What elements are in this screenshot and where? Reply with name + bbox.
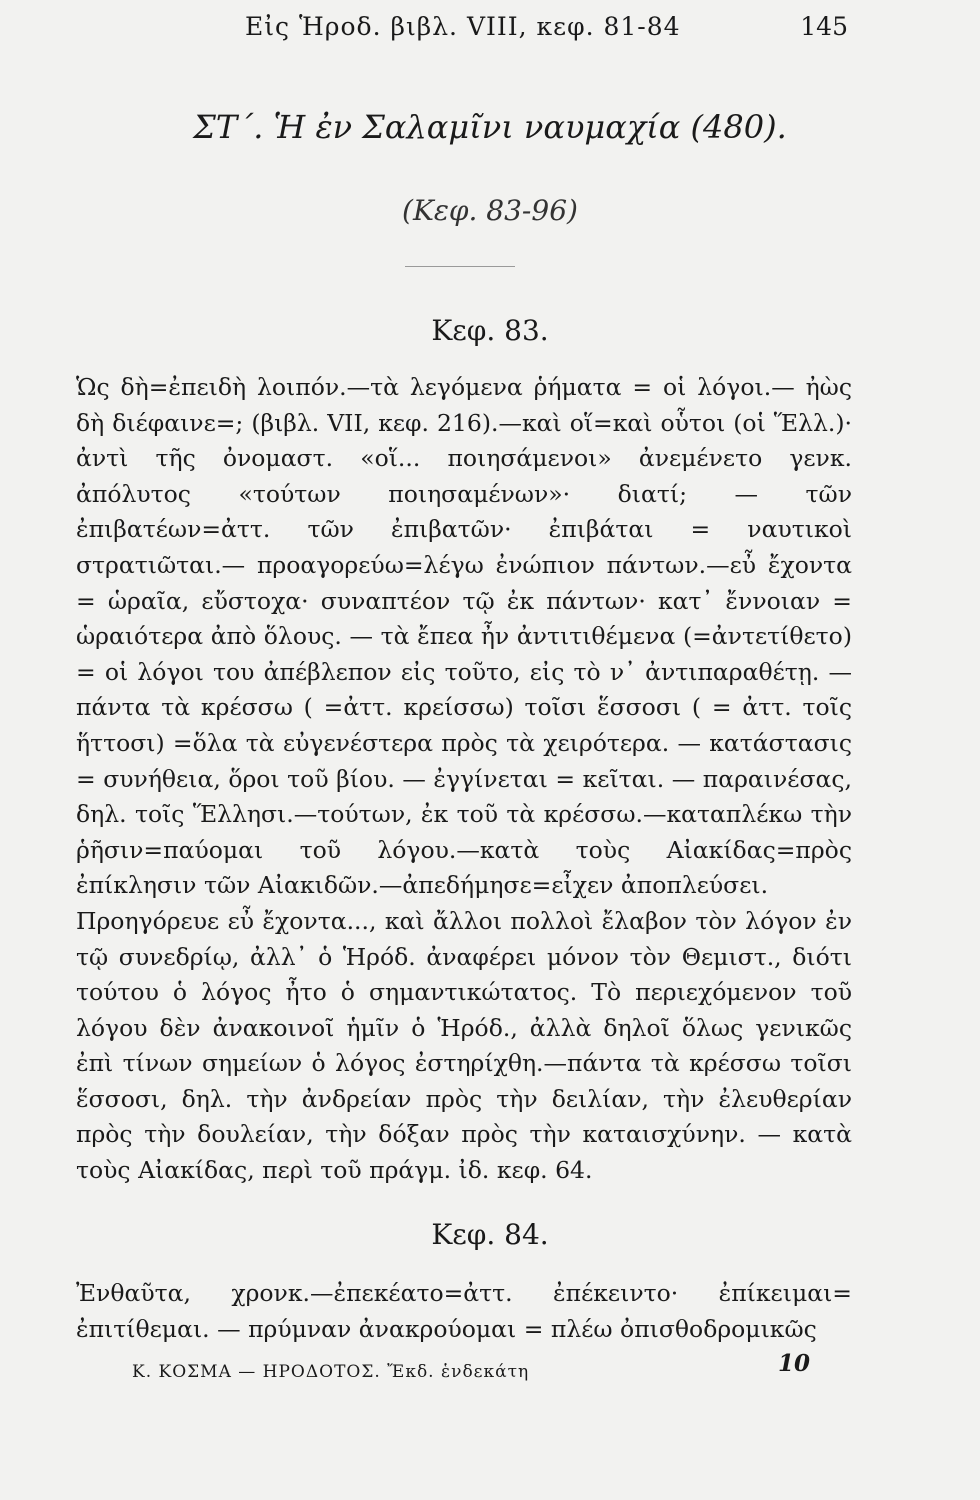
chapter-84-text: [76, 1276, 852, 1347]
chapter-83-text: [76, 370, 852, 1189]
section-title: ΣΤ΄. Ἡ ἐν Σαλαμῖνι ναυμαχία (480).: [193, 108, 787, 146]
chapter-84-heading: Κεφ. 84.: [431, 1218, 549, 1251]
chapter-84-paragraph-1: Ἐνθαῦτα, χρονκ.—ἐπεκέατο=ἀττ. ἐπέκειντο· ἐπίκειμαι= ἐπιτίθεμαι. — πρύμναν ἀνακρούομαι = πλέω ὀπισθοδρομικῶς: [76, 1279, 852, 1343]
chapter-83-heading: Κεφ. 83.: [431, 314, 549, 347]
chapters-range: (Κεφ. 83-96): [402, 194, 578, 227]
running-header: [0, 12, 980, 48]
chapter-83-paragraph-2: Προηγόρευε εὖ ἔχοντα..., καὶ ἄλλοι πολλοὶ ἔλαβον τὸν λόγον ἐν τῷ συνεδρίῳ, ἀλλ᾽ ὁ Ἡρόδ. ἀναφέρει μόνον τὸν Θεμιστ., διότι τούτου ὁ λόγος ἦτο ὁ σημαντικώτατος. Τὸ περιεχόμενον τοῦ λόγου δὲν ἀνακοινοῖ ἡμῖν ὁ Ἡρόδ., ἀλλὰ δηλοῖ ὅλως γενικῶς ἐπὶ τίνων σημείων ὁ λόγος ἐστηρίχθη.—πάντα τὰ κρέσσω τοῖσι ἕσσοσι, δηλ. τὴν ἀνδρείαν πρὸς τὴν δειλίαν, τὴν ἐλευθερίαν πρὸς τὴν δουλείαν, τὴν δόξαν πρὸς τὴν καταισχύνην. — κατὰ τοὺς Αἰακίδας, περὶ τοῦ πράγμ. ἰδ. κεφ. 64.: [76, 906, 852, 1185]
signature-mark: 10: [778, 1350, 811, 1377]
divider: [405, 266, 515, 267]
chapter-83-paragraph-1: Ὡς δὴ=ἐπειδὴ λοιπόν.—τὰ λεγόμενα ῥήματα = οἱ λόγοι.— ἠὼς δὴ διέφαινε=; (βιβλ. VII, κεφ. 216).—καὶ οἵ=καὶ οὗτοι (οἱ Ἕλλ.)· ἀντὶ τῆς ὀνομαστ. «οἵ... ποιησάμενοι» ἀνεμένετο γενκ. ἀπόλυτος «τούτων ποιησαμένων»· διατί; — τῶν ἐπιβατέων=ἀττ. τῶν ἐπιβατῶν· ἐπιβάται = ναυτικοὶ στρατιῶται.— προαγορεύω=λέγω ἐνώπιον πάντων.—εὖ ἔχοντα = ὡραῖα, εὔστοχα· συναπτέον τῷ ἐκ πάντων· κατ᾽ ἔννοιαν = ὡραιότερα ἀπὸ ὅλους. — τὰ ἔπεα ἦν ἀντιτιθέμενα (=ἀντετίθετο) = οἱ λόγοι του ἀπέβλεπον εἰς τοῦτο, εἰς τὸ ν᾽ ἀντιπαραθέτῃ. — πάντα τὰ κρέσσω ( =ἀττ. κρείσσω) τοῖσι ἕσσοσι ( = ἀττ. τοῖς ἥττοσι) =ὅλα τὰ εὐγενέστερα πρὸς τὰ χειρότερα. — κατάστασις = συνήθεια, ὅροι τοῦ βίου. — ἐγγίνεται = κεῖται. — παραινέσας, δηλ. τοῖς Ἕλλησι.—τούτων, ἐκ τοῦ τὰ κρέσσω.—καταπλέκω τὴν ῥῆσιν=παύομαι τοῦ λόγου.—κατὰ τοὺς Αἰακίδας=πρὸς ἐπίκλησιν τῶν Αἰακιδῶν.—ἀπεδήμησε=εἶχεν ἀποπλεύσει.: [76, 373, 852, 900]
footer-imprint: Κ. ΚΟΣΜΑ — ΗΡΟΔΟΤΟΣ. Ἔκδ. ἑνδεκάτη: [132, 1362, 530, 1382]
page-number: 145: [800, 12, 848, 41]
running-title: Εἰς Ἡροδ. βιβλ. VIII, κεφ. 81-84: [245, 12, 681, 41]
